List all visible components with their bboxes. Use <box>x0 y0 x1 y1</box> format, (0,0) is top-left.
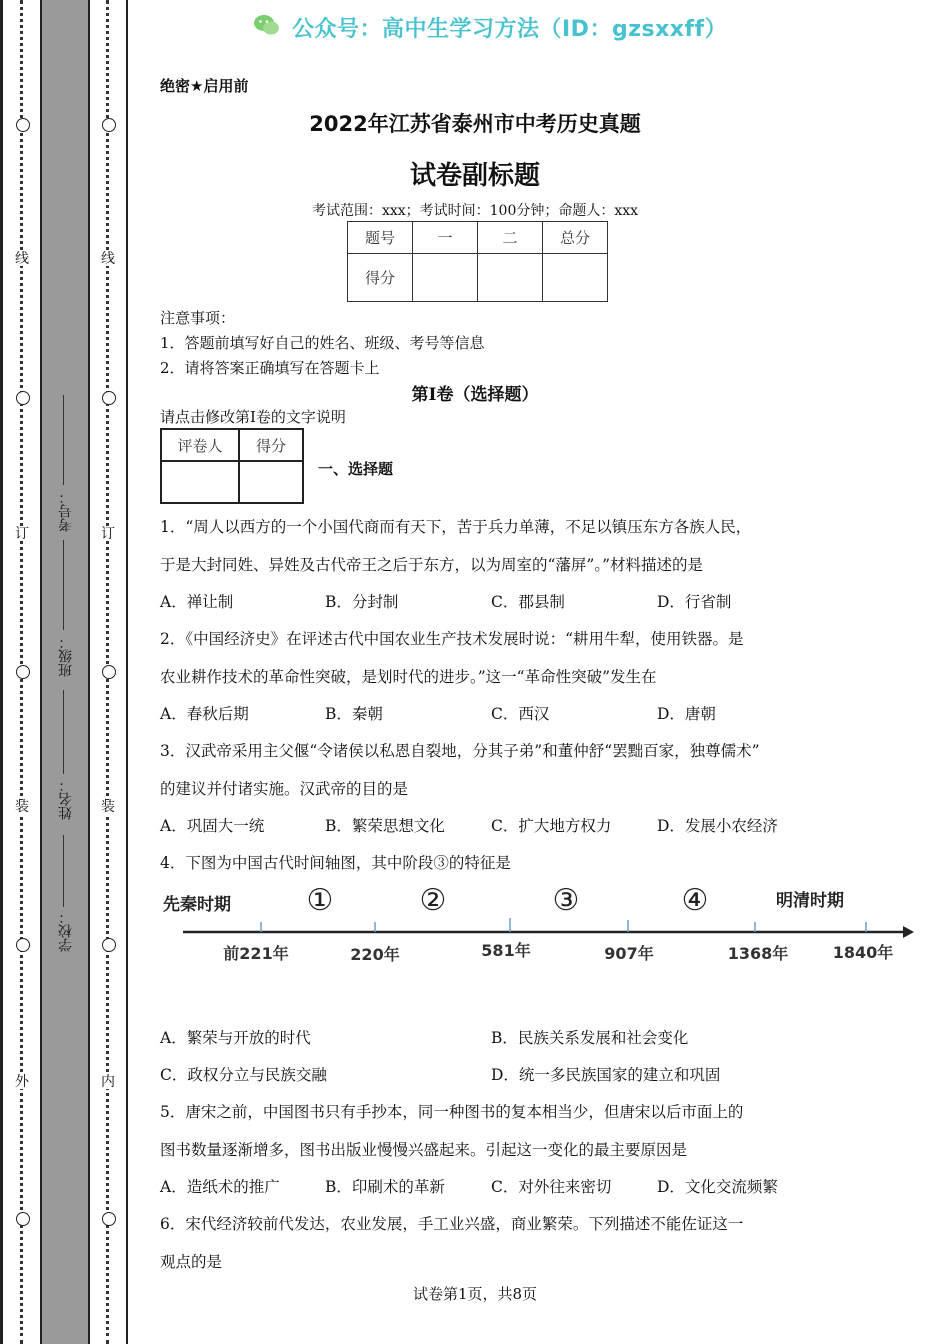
binding-mark-bind: 装 <box>98 800 118 814</box>
year-label: 907年 <box>604 944 654 963</box>
wechat-icon <box>253 14 281 36</box>
exam-number-label: 考号： <box>58 490 74 532</box>
score-header-cell: 二 <box>478 222 543 254</box>
class-blank[interactable] <box>63 540 64 630</box>
binding-mark-line: 线 <box>12 252 32 266</box>
binding-circle <box>102 665 116 679</box>
page-subtitle: 试卷副标题 <box>409 161 540 191</box>
option-c[interactable]: C．郡县制 <box>491 593 565 611</box>
question-2-text: 2．《中国经济史》在评述古代中国农业生产技术发展时说：“耕用牛犁，使用铁器。是 <box>160 630 744 648</box>
binding-outer-border <box>0 0 3 1344</box>
binding-inner-border <box>126 0 128 1344</box>
option-b[interactable]: B．民族关系发展和社会变化 <box>491 1029 689 1047</box>
score-cell[interactable] <box>478 254 543 302</box>
option-b[interactable]: B．分封制 <box>325 593 399 611</box>
year-label: 前221年 <box>223 944 289 963</box>
option-a[interactable]: A．造纸术的推广 <box>160 1178 280 1196</box>
section-title: 第I卷（选择题） <box>411 385 539 405</box>
option-a[interactable]: A．繁荣与开放的时代 <box>160 1029 311 1047</box>
binding-circle <box>16 938 30 952</box>
page-title: 2022年江苏省泰州市中考历史真题 <box>309 112 641 136</box>
binding-mark-outer: 外 <box>12 1075 32 1089</box>
binding-mark-order: 订 <box>12 527 32 541</box>
grader-score-label: 得分 <box>239 429 303 461</box>
question-6-text: 观点的是 <box>160 1253 223 1271</box>
binding-circle <box>102 118 116 132</box>
question-1-text: 于是大封同姓、异姓及古代帝王之后于东方，以为周室的“藩屏”。”材料描述的是 <box>160 556 704 574</box>
grader-cell[interactable] <box>161 461 239 503</box>
notes-block <box>160 306 485 381</box>
option-d[interactable]: D．唐朝 <box>657 705 716 723</box>
question-2-text: 农业耕作技术的革命性突破，是划时代的进步。”这一“革命性突破”发生在 <box>160 668 657 686</box>
option-d[interactable]: D．行省制 <box>657 593 732 611</box>
binding-circle <box>102 1212 116 1226</box>
question-5-text: 5．唐宋之前，中国图书只有手抄本，同一种图书的复本相当少，但唐宋以后市面上的 <box>160 1103 744 1121</box>
grader-cell[interactable] <box>239 461 303 503</box>
binding-circle <box>102 938 116 952</box>
stage-2: ② <box>419 883 447 918</box>
notes-item: 2．请将答案正确填写在答题卡上 <box>160 359 380 377</box>
stage-4: ④ <box>681 883 709 918</box>
exam-info: 考试范围：xxx；考试时间：100分钟；命题人：xxx <box>311 203 639 219</box>
option-b[interactable]: B．印刷术的革新 <box>325 1178 445 1196</box>
binding-mark-bind: 装 <box>12 800 32 814</box>
score-table <box>347 221 608 302</box>
score-row-label: 得分 <box>348 254 413 302</box>
question-5-text: 图书数量逐渐增多，图书出版业慢慢兴盛起来。引起这一变化的最主要原因是 <box>160 1141 688 1159</box>
question-3-text: 的建议并付诸实施。汉武帝的目的是 <box>160 780 409 798</box>
option-a[interactable]: A．禅让制 <box>160 593 234 611</box>
score-header-cell: 一 <box>413 222 478 254</box>
stage-1: ① <box>306 883 334 918</box>
part-heading: 一、选择题 <box>318 460 394 478</box>
grader-table <box>160 428 304 504</box>
question-4-text: 4．下图为中国古代时间轴图，其中阶段③的特征是 <box>160 854 511 872</box>
option-b[interactable]: B．繁荣思想文化 <box>325 817 445 835</box>
option-c[interactable]: C．西汉 <box>491 705 550 723</box>
binding-circle <box>16 391 30 405</box>
score-cell[interactable] <box>413 254 478 302</box>
section-note: 请点击修改第I卷的文字说明 <box>160 408 346 426</box>
option-c[interactable]: C．政权分立与民族交融 <box>160 1066 327 1084</box>
option-c[interactable]: C．扩大地方权力 <box>491 817 612 835</box>
page-footer: 试卷第1页，共8页 <box>412 1285 538 1303</box>
score-cell[interactable] <box>543 254 608 302</box>
exam-number-blank[interactable] <box>63 395 64 485</box>
timeline-arrow-icon <box>903 926 914 938</box>
question-1-text: 1．“周人以西方的一个小国代商而有天下，苦于兵力单薄，不足以镇压东方各族人民， <box>160 518 752 536</box>
binding-mark-line: 线 <box>98 252 118 266</box>
option-c[interactable]: C．对外往来密切 <box>491 1178 612 1196</box>
option-d[interactable]: D．发展小农经济 <box>657 817 778 835</box>
name-blank[interactable] <box>63 690 64 774</box>
binding-mark-order: 订 <box>98 527 118 541</box>
watermark-text: 公众号：高中生学习方法（ID：gzsxxff） <box>292 17 728 42</box>
year-label: 220年 <box>350 945 400 964</box>
school-blank[interactable] <box>63 835 64 907</box>
secret-label: 绝密★启用前 <box>160 77 249 95</box>
class-label: 班级： <box>58 635 74 677</box>
timeline-left-label: 先秦时期 <box>163 895 231 915</box>
option-b[interactable]: B．秦朝 <box>325 705 383 723</box>
binding-circle <box>102 391 116 405</box>
name-label: 姓名： <box>58 778 74 820</box>
score-header-cell: 总分 <box>543 222 608 254</box>
year-label: 1840年 <box>832 943 894 962</box>
timeline-figure <box>158 870 918 970</box>
question-3-text: 3．汉武帝采用主父偃“令诸侯以私恩自裂地，分其子弟”和董仲舒“罢黜百家，独尊儒术” <box>160 742 760 760</box>
option-a[interactable]: A．春秋后期 <box>160 705 249 723</box>
grader-label: 评卷人 <box>161 429 239 461</box>
notes-heading: 注意事项： <box>160 309 236 327</box>
binding-circle <box>16 118 30 132</box>
year-label: 581年 <box>481 941 531 960</box>
score-header-cell: 题号 <box>348 222 413 254</box>
year-label: 1368年 <box>727 944 789 963</box>
timeline-right-label: 明清时期 <box>776 891 844 911</box>
binding-mark-inner: 内 <box>98 1075 118 1089</box>
notes-item: 1．答题前填写好自己的姓名、班级、考号等信息 <box>160 334 485 352</box>
option-d[interactable]: D．文化交流频繁 <box>657 1178 778 1196</box>
option-d[interactable]: D．统一多民族国家的建立和巩固 <box>491 1066 721 1084</box>
binding-circle <box>16 665 30 679</box>
school-label: 学校： <box>58 910 74 952</box>
question-6-text: 6．宋代经济较前代发达，农业发展，手工业兴盛，商业繁荣。下列描述不能佐证这一 <box>160 1215 744 1233</box>
binding-circle <box>16 1212 30 1226</box>
option-a[interactable]: A．巩固大一统 <box>160 817 265 835</box>
stage-3: ③ <box>552 883 580 918</box>
